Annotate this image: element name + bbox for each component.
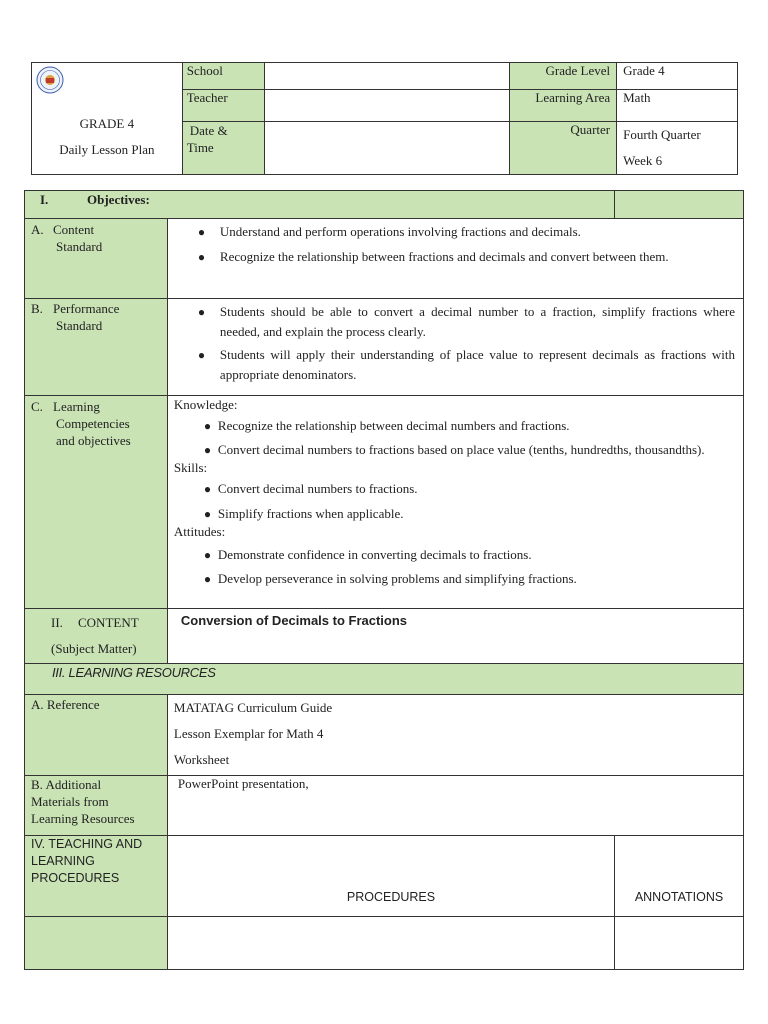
procedure-step-cell[interactable] <box>167 917 614 970</box>
list-item: ● Students should be able to convert a decimal number to a fraction, simplify fractions where needed, and explain the process clearly. <box>168 302 735 342</box>
attitudes-label: Attitudes: <box>173 524 226 539</box>
grade-title: GRADE 4 <box>79 116 135 131</box>
content-label: II. CONTENT (Subject Matter) <box>25 609 168 664</box>
annotation-cell[interactable] <box>615 917 744 970</box>
list-item: ● Understand and perform operations involving fractions and decimals. <box>168 222 735 242</box>
teacher-value[interactable] <box>264 90 510 122</box>
skills-label: Skills: <box>173 460 208 475</box>
header-table <box>31 62 738 175</box>
competencies-list <box>167 396 743 609</box>
knowledge-label: Knowledge: <box>173 397 238 412</box>
list-item: Worksheet <box>173 752 230 767</box>
list-item: ● Students will apply their understanding of place value to represent decimals as fractions with appropriate denominators. <box>168 345 735 385</box>
grade-level-label: Grade Level <box>510 63 617 90</box>
teacher-label: Teacher <box>182 90 264 122</box>
list-item: ● Recognize the relationship between fractions and decimals and convert between them. <box>168 247 735 267</box>
date-time-label: Date & Time <box>182 122 264 175</box>
list-item: ● Develop perseverance in solving problems and simplifying fractions. <box>174 570 735 588</box>
list-item: MATATAG Curriculum Guide <box>173 700 333 715</box>
performance-standard-list <box>167 299 743 396</box>
learning-area-label: Learning Area <box>510 90 617 122</box>
school-value[interactable] <box>264 63 510 90</box>
content-standard-label: A. Content Standard <box>25 219 168 299</box>
competencies-label: C. Learning Competencies and objectives <box>25 396 168 609</box>
content-standard-list <box>167 219 743 299</box>
learning-area-value: Math <box>617 90 738 122</box>
list-item: ● Simplify fractions when applicable. <box>174 505 735 523</box>
reference-list <box>167 695 743 776</box>
week-value: Week 6 <box>623 153 663 168</box>
list-item: Lesson Exemplar for Math 4 <box>173 726 324 741</box>
additional-materials-label: B. Additional Materials from Learning Resources <box>25 776 168 836</box>
reference-label: A. Reference <box>25 695 168 776</box>
date-time-value[interactable] <box>264 122 510 175</box>
procedures-label: IV. TEACHING AND LEARNING PROCEDURES <box>25 836 168 917</box>
performance-standard-label: B. Performance Standard <box>25 299 168 396</box>
lesson-table <box>24 190 744 970</box>
objectives-header: I. Objectives: <box>25 191 615 219</box>
grade-title-cell <box>32 63 183 175</box>
additional-materials-value: PowerPoint presentation, <box>167 776 743 836</box>
procedures-column-header: PROCEDURES <box>167 836 614 917</box>
list-item: ● Demonstrate confidence in converting decimals to fractions. <box>174 546 735 564</box>
school-label: School <box>182 63 264 90</box>
deped-seal-icon <box>36 66 64 94</box>
quarter-value: Fourth Quarter Week 6 <box>617 122 738 175</box>
objectives-blank-cell <box>615 191 744 219</box>
learning-resources-header: III. LEARNING RESOURCES <box>25 664 744 695</box>
quarter-label: Quarter <box>510 122 617 175</box>
list-item: ● Recognize the relationship between decimal numbers and fractions. <box>174 417 735 435</box>
grade-level-value: Grade 4 <box>617 63 738 90</box>
annotations-column-header: ANNOTATIONS <box>615 836 744 917</box>
list-item: ● Convert decimal numbers to fractions. <box>174 480 735 498</box>
procedure-step-label-cell <box>25 917 168 970</box>
daily-lesson-plan-title: Daily Lesson Plan <box>59 142 155 157</box>
list-item: ● Convert decimal numbers to fractions based on place value (tenths, hundredths, thousandths). <box>174 441 735 459</box>
content-value: Conversion of Decimals to Fractions <box>167 609 743 664</box>
